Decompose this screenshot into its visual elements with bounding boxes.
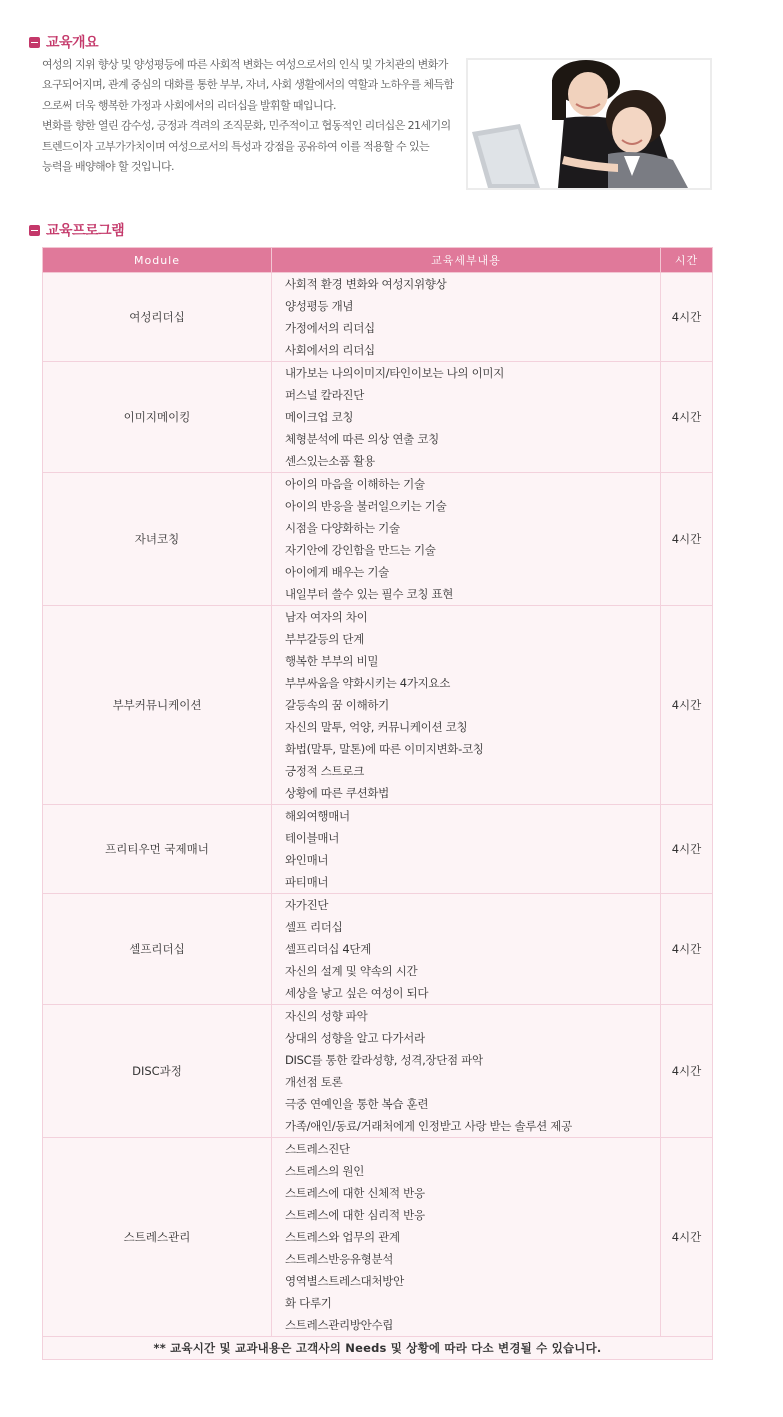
detail-item: 내가보는 나의이미지/타인이보는 나의 이미지 bbox=[285, 366, 505, 380]
detail-item: 영역별스트레스대처방안 bbox=[285, 1274, 404, 1288]
detail-item: 사회적 환경 변화와 여성지위향상 bbox=[285, 277, 447, 291]
module-column-header: Module bbox=[43, 248, 272, 273]
detail-item: 부부갈등의 단계 bbox=[285, 632, 365, 646]
details-cell bbox=[272, 1138, 661, 1337]
module-cell: 스트레스관리 bbox=[43, 1138, 272, 1337]
detail-item: 센스있는소품 활용 bbox=[285, 454, 375, 468]
detail-item: 스트레스반응유형분석 bbox=[285, 1252, 394, 1266]
detail-item: 상황에 따른 쿠션화법 bbox=[285, 786, 389, 800]
detail-item: 행복한 부부의 비밀 bbox=[285, 654, 379, 668]
hours-cell: 4시간 bbox=[661, 606, 713, 805]
detail-item: 스트레스에 대한 심리적 반응 bbox=[285, 1208, 425, 1222]
detail-item: 아이의 마음을 이해하는 기술 bbox=[285, 477, 425, 491]
overview-text bbox=[42, 55, 454, 177]
table-note-row bbox=[43, 1337, 713, 1360]
details-cell bbox=[272, 805, 661, 894]
table-row bbox=[43, 1005, 713, 1138]
details-cell bbox=[272, 473, 661, 606]
hours-column-header: 시간 bbox=[661, 248, 713, 273]
detail-item: 시점을 다양화하는 기술 bbox=[285, 521, 400, 535]
detail-item: 테이블매너 bbox=[285, 831, 340, 845]
detail-item: 극중 연예인을 통한 복습 훈련 bbox=[285, 1097, 429, 1111]
detail-item: 긍정적 스트로크 bbox=[285, 764, 365, 778]
module-cell: 셀프리더십 bbox=[43, 894, 272, 1005]
square-minus-icon bbox=[29, 37, 40, 48]
table-header-row bbox=[43, 248, 713, 273]
detail-item: 사회에서의 리더십 bbox=[285, 343, 375, 357]
table-row bbox=[43, 1138, 713, 1337]
hours-cell: 4시간 bbox=[661, 273, 713, 362]
program-note: ** 교육시간 및 교과내용은 고객사의 Needs 및 상황에 따라 다소 변경될 수 있습니다. bbox=[43, 1337, 713, 1360]
module-cell: 여성리더십 bbox=[43, 273, 272, 362]
detail-item: 세상을 낳고 싶은 여성이 되다 bbox=[285, 986, 429, 1000]
detail-item: 자신의 설계 및 약속의 시간 bbox=[285, 964, 418, 978]
program-heading bbox=[29, 220, 124, 240]
hours-cell: 4시간 bbox=[661, 1138, 713, 1337]
detail-item: 퍼스널 칼라진단 bbox=[285, 388, 365, 402]
detail-item: 스트레스진단 bbox=[285, 1142, 350, 1156]
detail-item: 아이의 반응을 불러일으키는 기술 bbox=[285, 499, 447, 513]
module-cell: 부부커뮤니케이션 bbox=[43, 606, 272, 805]
details-column-header: 교육세부내용 bbox=[272, 248, 661, 273]
detail-item: 자가진단 bbox=[285, 898, 329, 912]
detail-item: 셀프리더십 4단계 bbox=[285, 942, 372, 956]
overview-title: 교육개요 bbox=[46, 35, 99, 51]
detail-item: 화 다루기 bbox=[285, 1296, 332, 1310]
details-cell bbox=[272, 606, 661, 805]
detail-item: 부부싸움을 약화시키는 4가지요소 bbox=[285, 676, 451, 690]
table-row bbox=[43, 805, 713, 894]
overview-line: 능력을 배양해야 할 것입니다. bbox=[42, 160, 174, 174]
detail-item: 스트레스의 원인 bbox=[285, 1164, 365, 1178]
detail-item: 개선점 토론 bbox=[285, 1075, 343, 1089]
table-row bbox=[43, 362, 713, 473]
detail-item: 자신의 말투, 억양, 커뮤니케이션 코칭 bbox=[285, 720, 468, 734]
overview-heading bbox=[29, 32, 98, 52]
detail-item: 자신의 성향 파악 bbox=[285, 1009, 368, 1023]
module-cell: DISC과정 bbox=[43, 1005, 272, 1138]
table-row bbox=[43, 273, 713, 362]
hours-cell: 4시간 bbox=[661, 894, 713, 1005]
program-table bbox=[42, 247, 713, 1360]
details-cell bbox=[272, 273, 661, 362]
details-cell bbox=[272, 894, 661, 1005]
detail-item: DISC를 통한 칼라성향, 성격,장단점 파악 bbox=[285, 1053, 483, 1067]
detail-item: 자기안에 강인함을 만드는 기술 bbox=[285, 543, 436, 557]
overview-line: 여성의 지위 향상 및 양성평등에 따른 사회적 변화는 여성으로서의 인식 및 가치관의 변화가 bbox=[42, 58, 448, 71]
hours-cell: 4시간 bbox=[661, 473, 713, 606]
detail-item: 아이에게 배우는 기술 bbox=[285, 565, 389, 579]
detail-item: 파티매너 bbox=[285, 875, 329, 889]
details-cell bbox=[272, 1005, 661, 1138]
hours-cell: 4시간 bbox=[661, 1005, 713, 1138]
detail-item: 셀프 리더십 bbox=[285, 920, 343, 934]
overview-line: 트렌드이자 고부가가치이며 여성으로서의 특성과 강점을 공유하여 이를 적용할 수 있는 bbox=[42, 139, 430, 153]
module-cell: 이미지메이킹 bbox=[43, 362, 272, 473]
detail-item: 갈등속의 꿈 이해하기 bbox=[285, 698, 389, 712]
square-minus-icon bbox=[29, 225, 40, 236]
table-row bbox=[43, 473, 713, 606]
detail-item: 해외여행매너 bbox=[285, 809, 350, 823]
detail-item: 메이크업 코칭 bbox=[285, 410, 354, 424]
overview-line: 변화를 향한 열린 감수성, 긍정과 격려의 조직문화, 민주적이고 협동적인 리더십은 21세기의 bbox=[42, 119, 451, 133]
detail-item: 가족/애인/동료/거래처에게 인정받고 사랑 받는 솔루션 제공 bbox=[285, 1119, 572, 1133]
module-cell: 프리티우먼 국제매너 bbox=[43, 805, 272, 894]
overview-line: 으로써 더욱 행복한 가정과 사회에서의 리더십을 발휘할 때입니다. bbox=[42, 98, 336, 112]
mother-daughter-photo bbox=[466, 58, 712, 190]
module-cell: 자녀코칭 bbox=[43, 473, 272, 606]
detail-item: 내일부터 쓸수 있는 필수 코칭 표현 bbox=[285, 587, 454, 601]
detail-item: 스트레스관리방안수립 bbox=[285, 1318, 394, 1332]
detail-item: 스트레스에 대한 신체적 반응 bbox=[285, 1186, 425, 1200]
program-title: 교육프로그램 bbox=[46, 223, 125, 239]
detail-item: 상대의 성향을 알고 다가서라 bbox=[285, 1031, 425, 1045]
details-cell bbox=[272, 362, 661, 473]
detail-item: 스트레스와 업무의 관계 bbox=[285, 1230, 400, 1244]
detail-item: 남자 여자의 차이 bbox=[285, 610, 368, 624]
overview-line: 요구되어지며, 관계 중심의 대화를 통한 부부, 자녀, 사회 생활에서의 역할과 노하우를 체득함 bbox=[42, 78, 454, 92]
detail-item: 와인매너 bbox=[285, 853, 329, 867]
hours-cell: 4시간 bbox=[661, 362, 713, 473]
detail-item: 양성평등 개념 bbox=[285, 299, 354, 313]
table-row bbox=[43, 606, 713, 805]
hours-cell: 4시간 bbox=[661, 805, 713, 894]
detail-item: 체형분석에 따른 의상 연출 코칭 bbox=[285, 432, 439, 446]
table-row bbox=[43, 894, 713, 1005]
program-table-body bbox=[43, 273, 713, 1337]
detail-item: 화법(말투, 말톤)에 따른 이미지변화-코칭 bbox=[285, 742, 484, 756]
detail-item: 가정에서의 리더십 bbox=[285, 321, 375, 335]
photo-illustration bbox=[468, 60, 710, 188]
